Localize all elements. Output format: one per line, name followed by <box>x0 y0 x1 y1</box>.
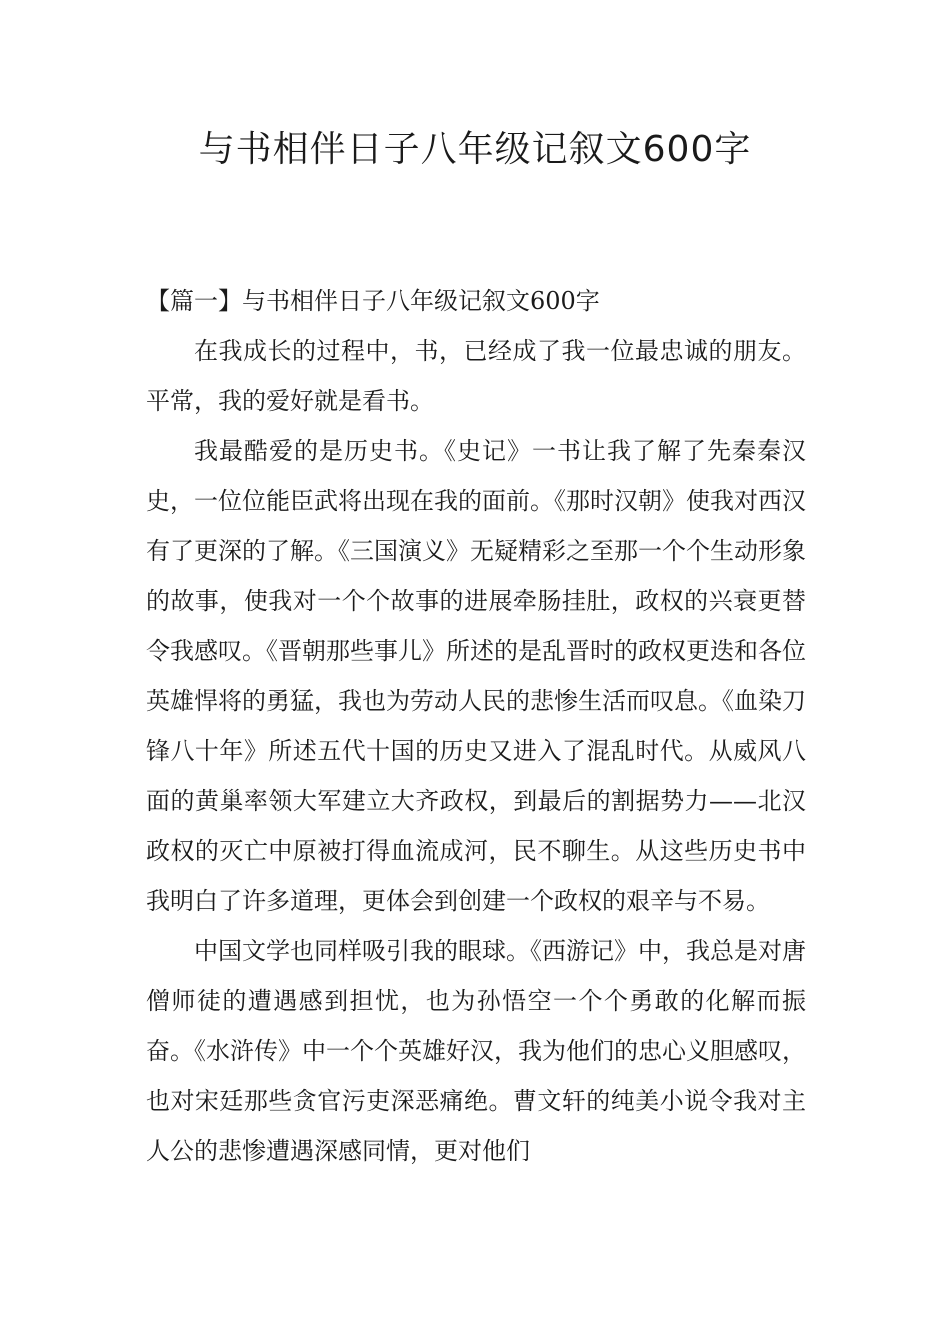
section-heading: 【篇一】与书相伴日子八年级记叙文600字 <box>146 287 600 315</box>
paragraph-3: 中国文学也同样吸引我的眼球。《西游记》中，我总是对唐僧师徒的遭遇感到担忧，也为孙悟空一个个勇敢的化解而振奋。《水浒传》中一个个英雄好汉，我为他们的忠心义胆感叹，也对宋廷那些贪官污吏深恶痛绝。曹文轩的纯美小说令我对主人公的悲惨遭遇深感同情，更对他们 <box>146 937 806 1165</box>
paragraph-2: 我最酷爱的是历史书。《史记》一书让我了解了先秦秦汉史，一位位能臣武将出现在我的面前。《那时汉朝》使我对西汉有了更深的了解。《三国演义》无疑精彩之至那一个个生动形象的故事，使我对一个个故事的进展牵肠挂肚，政权的兴衰更替令我感叹。《晋朝那些事儿》所述的是乱晋时的政权更迭和各位英雄悍将的勇猛，我也为劳动人民的悲惨生活而叹息。《血染刀锋八十年》所述五代十国的历史又进入了混乱时代。从威风八面的黄巢率领大军建立大齐政权，到最后的割据势力——北汉政权的灭亡中原被打得血流成河，民不聊生。从这些历史书中我明白了许多道理，更体会到创建一个政权的艰辛与不易。 <box>146 437 806 915</box>
paragraph-1: 在我成长的过程中，书，已经成了我一位最忠诚的朋友。平常，我的爱好就是看书。 <box>146 337 806 415</box>
document-body <box>146 276 806 1176</box>
document-title: 与书相伴日子八年级记叙文600字 <box>198 129 752 170</box>
